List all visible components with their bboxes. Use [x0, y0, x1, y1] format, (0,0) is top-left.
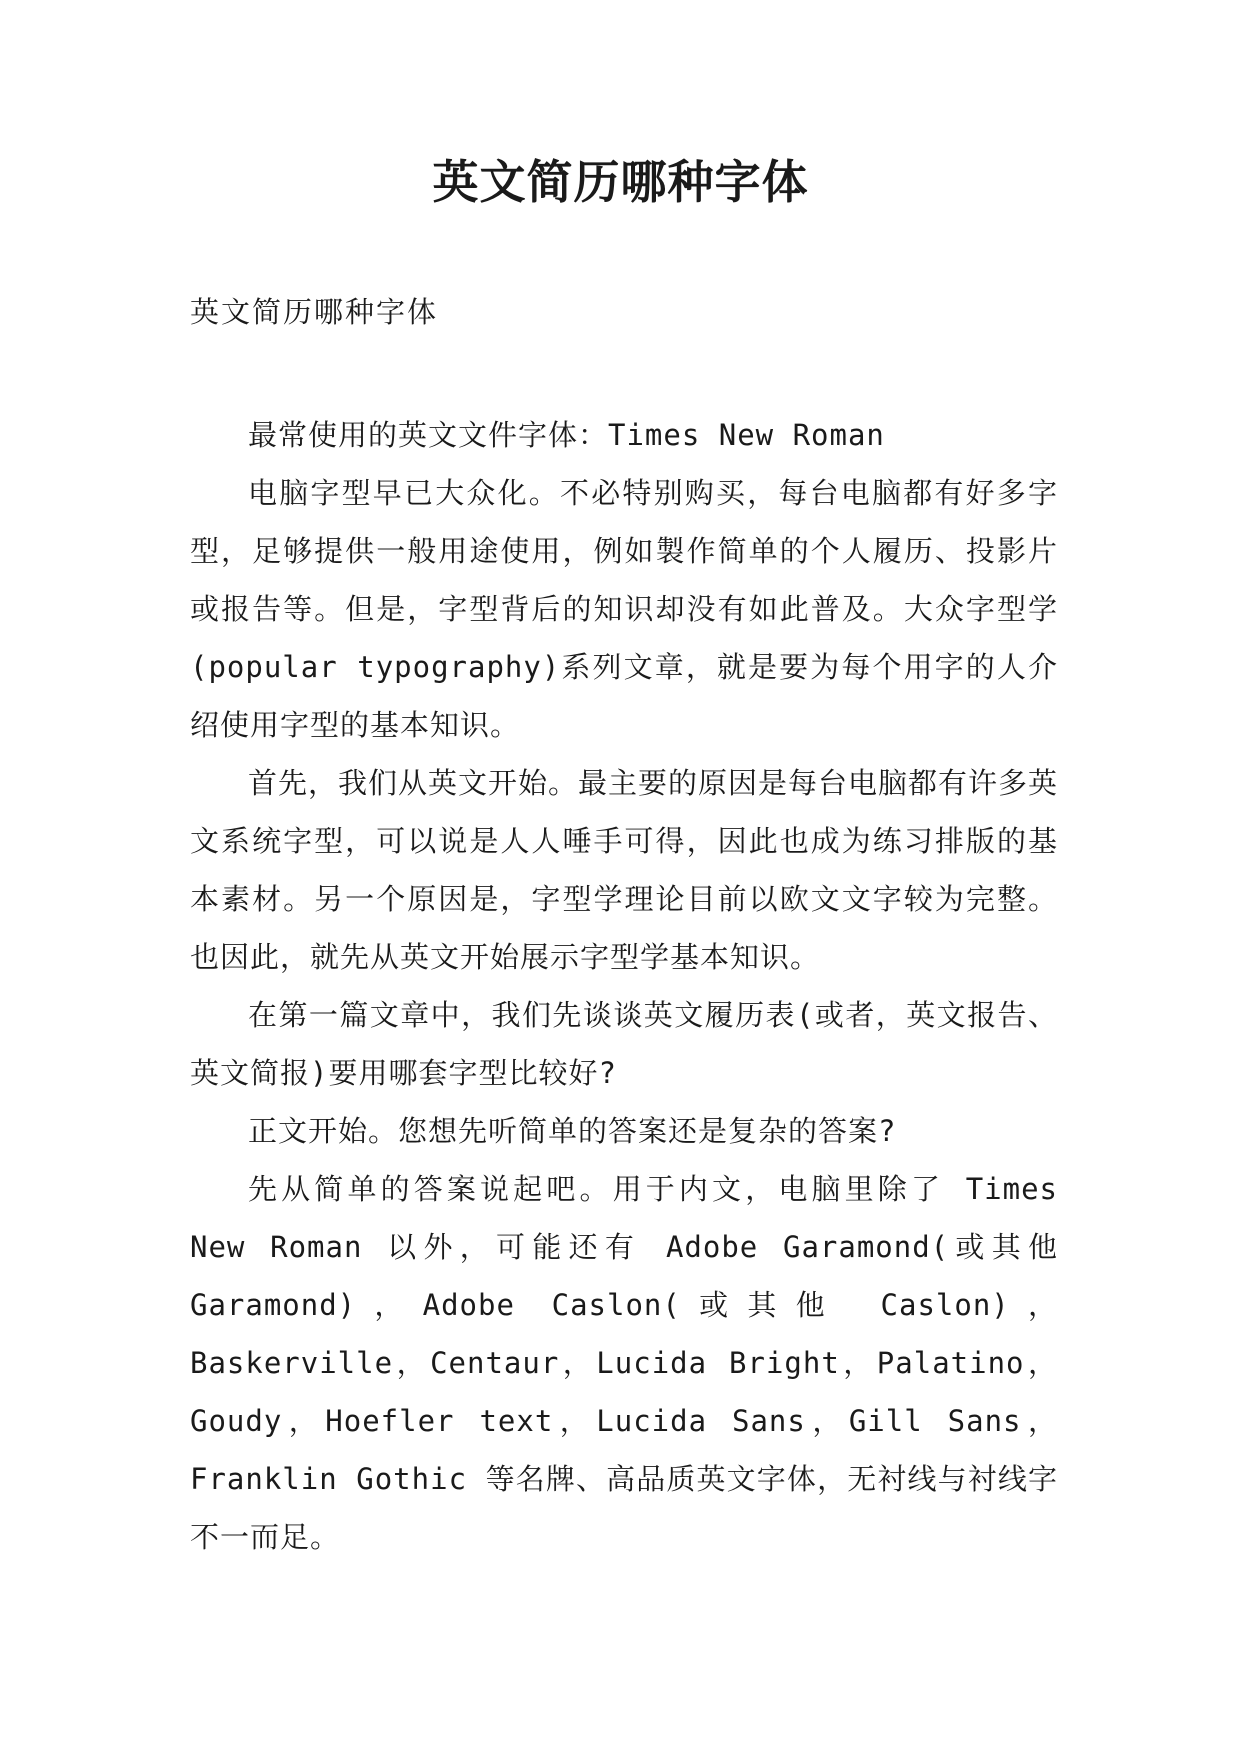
paragraph: 首先，我们从英文开始。最主要的原因是每台电脑都有许多英文系统字型，可以说是人人唾手可得，因此也成为练习排版的基本素材。另一个原因是，字型学理论目前以欧文文字较为完整。也因此，就先从英文开始展示字型学基本知识。 [190, 766, 1059, 974]
paragraph: 在第一篇文章中，我们先谈谈英文履历表(或者，英文报告、英文简报)要用哪套字型比较好? [190, 998, 1058, 1090]
document-body [190, 406, 1058, 1566]
document-subtitle: 英文简历哪种字体 [190, 295, 439, 329]
paragraph: 先从简单的答案说起吧。用于内文，电脑里除了 Times New Roman 以外，可能还有 Adobe Garamond(或其他 Garamond)，Adobe Caslon(或其他 Caslon)，Baskerville，Centaur，Lucida Bright，Palatino，Goudy，Hoefler text，Lucida Sans，Gill Sans，Franklin Gothic 等名牌、高品质英文字体，无衬线与衬线字不一而足。 [190, 1172, 1058, 1554]
paragraph: 电脑字型早已大众化。不必特别购买，每台电脑都有好多字型，足够提供一般用途使用，例如製作简单的个人履历、投影片或报告等。但是，字型背后的知识却没有如此普及。大众字型学(popular typography)系列文章，就是要为每个用字的人介绍使用字型的基本知识。 [190, 476, 1058, 742]
paragraph: 最常使用的英文文件字体：Times New Roman [248, 418, 885, 452]
paragraph: 正文开始。您想先听简单的答案还是复杂的答案? [248, 1114, 897, 1148]
document-title: 英文简历哪种字体 [432, 155, 809, 209]
